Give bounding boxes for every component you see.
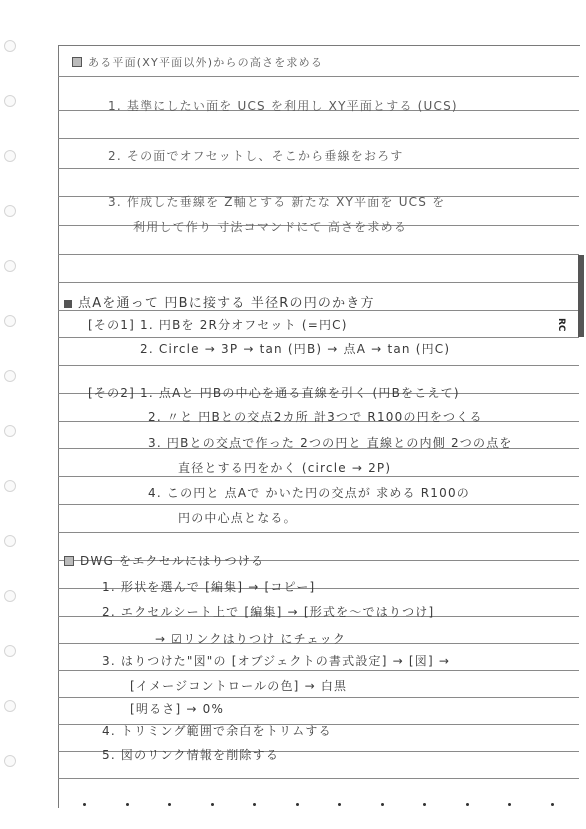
- binder-hole: [4, 755, 16, 767]
- ruled-line: [58, 337, 579, 338]
- dot: [83, 803, 86, 806]
- section-heading: [72, 54, 323, 70]
- binder-hole: [4, 425, 16, 437]
- heading-text: ある平面(XY平面以外)からの高さを求める: [88, 56, 324, 69]
- step-text: 利用して作り 寸法コマンドにて 高さを求める: [133, 220, 408, 234]
- dot: [551, 803, 554, 806]
- heading-text: DWG をエクセルにはりつける: [80, 554, 265, 568]
- binder-hole: [4, 260, 16, 272]
- dot: [253, 803, 256, 806]
- step-text: 2. その面でオフセットし、そこから垂線をおろす: [108, 149, 404, 163]
- dot: [381, 803, 384, 806]
- binder-hole: [4, 535, 16, 547]
- binder-hole: [4, 370, 16, 382]
- ruled-line: [58, 76, 579, 77]
- side-label: RC: [556, 318, 566, 332]
- heading-text: 点Aを通って 円Bに接する 半径Rの円のかき方: [78, 296, 375, 311]
- step-text: 3. 作成した垂線を Z軸とする 新たな XY平面を UCS を: [108, 195, 446, 209]
- ruled-line: [58, 168, 579, 169]
- step-text: 3. はりつけた"図"の [オブジェクトの書式設定] → [図] →: [102, 654, 451, 668]
- step-text: 1. 基準にしたい面を UCS を利用し XY平面とする (UCS): [108, 99, 458, 113]
- step-text: → ☑リンクはりつけ にチェック: [155, 632, 347, 646]
- ruled-line: [58, 670, 579, 671]
- binder-hole: [4, 150, 16, 162]
- ruled-line: [58, 532, 579, 533]
- binder-hole: [4, 590, 16, 602]
- binder-hole: [4, 700, 16, 712]
- bullet-icon: [64, 556, 74, 566]
- ruled-line: [58, 778, 579, 779]
- step-text: [明るさ] → 0%: [130, 702, 225, 716]
- binder-hole: [4, 40, 16, 52]
- step-text: [イメージコントロールの色] → 白黒: [130, 679, 348, 693]
- binder-hole: [4, 95, 16, 107]
- ruled-line: [58, 697, 579, 698]
- bullet-icon: [72, 57, 82, 67]
- step-text: 4. トリミング範囲で余白をトリムする: [102, 724, 332, 738]
- step-text: 4. この円と 点Aで かいた円の交点が 求める R100の: [148, 486, 470, 500]
- binder-holes: [4, 40, 18, 810]
- step-text: 円の中心点となる。: [178, 511, 297, 525]
- binder-hole: [4, 205, 16, 217]
- step-text: 2. エクセルシート上で [編集] → [形式を～ではりつけ]: [102, 605, 435, 619]
- step-text: 2. Circle → 3P → tan (円B) → 点A → tan (円C): [140, 342, 451, 356]
- dot: [338, 803, 341, 806]
- step-text: [その2] 1. 点Aと 円Bの中心を通る直線を引く (円Bをこえて): [88, 386, 460, 400]
- ruled-line: [58, 254, 579, 255]
- ruled-line: [58, 282, 579, 283]
- dot: [126, 803, 129, 806]
- binder-hole: [4, 480, 16, 492]
- step-text: 3. 円Bとの交点で作った 2つの円と 直線との内側 2つの点を: [148, 436, 513, 450]
- ruled-line: [58, 476, 579, 477]
- step-text: 2. 〃と 円Bとの交点2カ所 計3つで R100の円をつくる: [148, 410, 483, 424]
- bottom-dots: [58, 803, 579, 809]
- bullet-icon: [64, 300, 72, 308]
- dot: [423, 803, 426, 806]
- dot: [508, 803, 511, 806]
- binder-hole: [4, 645, 16, 657]
- step-text: [その1] 1. 円Bを 2R分オフセット (=円C): [88, 318, 348, 332]
- dot: [211, 803, 214, 806]
- index-tab: [578, 255, 584, 337]
- step-text: 5. 図のリンク情報を削除する: [102, 748, 280, 762]
- section-heading: [64, 292, 375, 311]
- ruled-line: [58, 365, 579, 366]
- ruled-line: [58, 504, 579, 505]
- section-heading: [64, 552, 264, 569]
- step-text: 直径とする円をかく (circle → 2P): [178, 461, 392, 475]
- ruled-line: [58, 138, 579, 139]
- dot: [296, 803, 299, 806]
- step-text: 1. 形状を選んで [編集] → [コピー]: [102, 580, 316, 594]
- dot: [466, 803, 469, 806]
- binder-hole: [4, 315, 16, 327]
- dot: [168, 803, 171, 806]
